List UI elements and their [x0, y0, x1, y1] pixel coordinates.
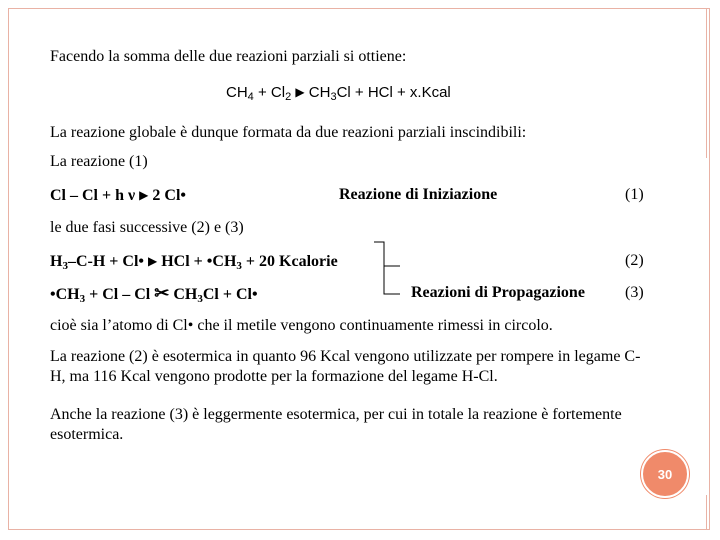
intro-text: Facendo la somma delle due reazioni parziali si ottiene:: [50, 48, 407, 65]
eq-text: H: [50, 253, 63, 270]
eq-sub: 3: [62, 260, 68, 272]
page-number: 30: [657, 466, 673, 482]
eq-text: CH: [226, 84, 248, 101]
eq-sub: 3: [79, 293, 86, 305]
decorative-rail: [706, 8, 707, 158]
reaction-arrow-icon: ▶: [295, 85, 305, 99]
paragraph-exothermic-3: Anche la reazione (3) è leggermente esotermica, per cui in totale la reazione è fortemente esotermica.: [50, 406, 622, 443]
reaction1-name: Reazione di Iniziazione: [339, 186, 498, 203]
decorative-rail: [706, 495, 707, 530]
reaction-arrow-icon: ▶: [139, 188, 149, 202]
global-text: La reazione globale è dunque formata da due reazioni parziali inscindibili:: [50, 124, 527, 141]
reaction-arrow-icon: ▶: [148, 254, 158, 268]
eq-sub: 2: [285, 91, 292, 103]
global-equation: [226, 82, 451, 107]
eq-sub: 3: [236, 260, 242, 272]
eq-text: 2 Cl•: [148, 187, 187, 204]
eq-sub: 3: [330, 91, 337, 103]
cycle-text: cioè sia l’atomo di Cl• che il metile vengono continuamente rimessi in circolo.: [50, 317, 553, 334]
eq-text: •CH: [50, 286, 80, 303]
eq-text: CH: [304, 84, 331, 101]
page-number-badge: [641, 450, 689, 498]
eq-sub: 3: [197, 293, 203, 305]
eq-text: + Cl: [253, 84, 286, 101]
reaction3-equation: [50, 283, 258, 309]
propagation-label: Reazioni di Propagazione: [411, 284, 585, 301]
reaction3-number: (3): [625, 284, 644, 301]
eq-text: HCl + •CH: [157, 253, 237, 270]
eq-text: Cl + HCl + x.Kcal: [336, 84, 451, 101]
eq-text: + Cl – Cl: [85, 286, 151, 303]
eq-text: Cl + Cl•: [202, 286, 258, 303]
reaction2-number: (2): [625, 252, 644, 269]
scissors-icon: ✂: [154, 283, 170, 303]
paragraph-exothermic-2: La reazione (2) è esotermica in quanto 96 Kcal vengono utilizzate per rompere in legame C-H, ma 116 Kcal vengono prodotte per la formazione del legame H-Cl.: [50, 348, 641, 385]
eq-text: –C-H + Cl•: [67, 253, 144, 270]
reaction2-equation: [50, 251, 338, 276]
eq-text: + 20 Kcalorie: [241, 253, 338, 270]
eq-text: CH: [169, 286, 198, 303]
phases-text: le due fasi successive (2) e (3): [50, 219, 244, 236]
eq-sub: 4: [247, 91, 254, 103]
eq-text: Cl – Cl + h ν: [50, 187, 136, 204]
reaction1-equation: [50, 185, 186, 206]
brace-icon: [370, 238, 410, 300]
reaction1-number: (1): [625, 186, 644, 203]
reaction1-intro: La reazione (1): [50, 153, 148, 170]
